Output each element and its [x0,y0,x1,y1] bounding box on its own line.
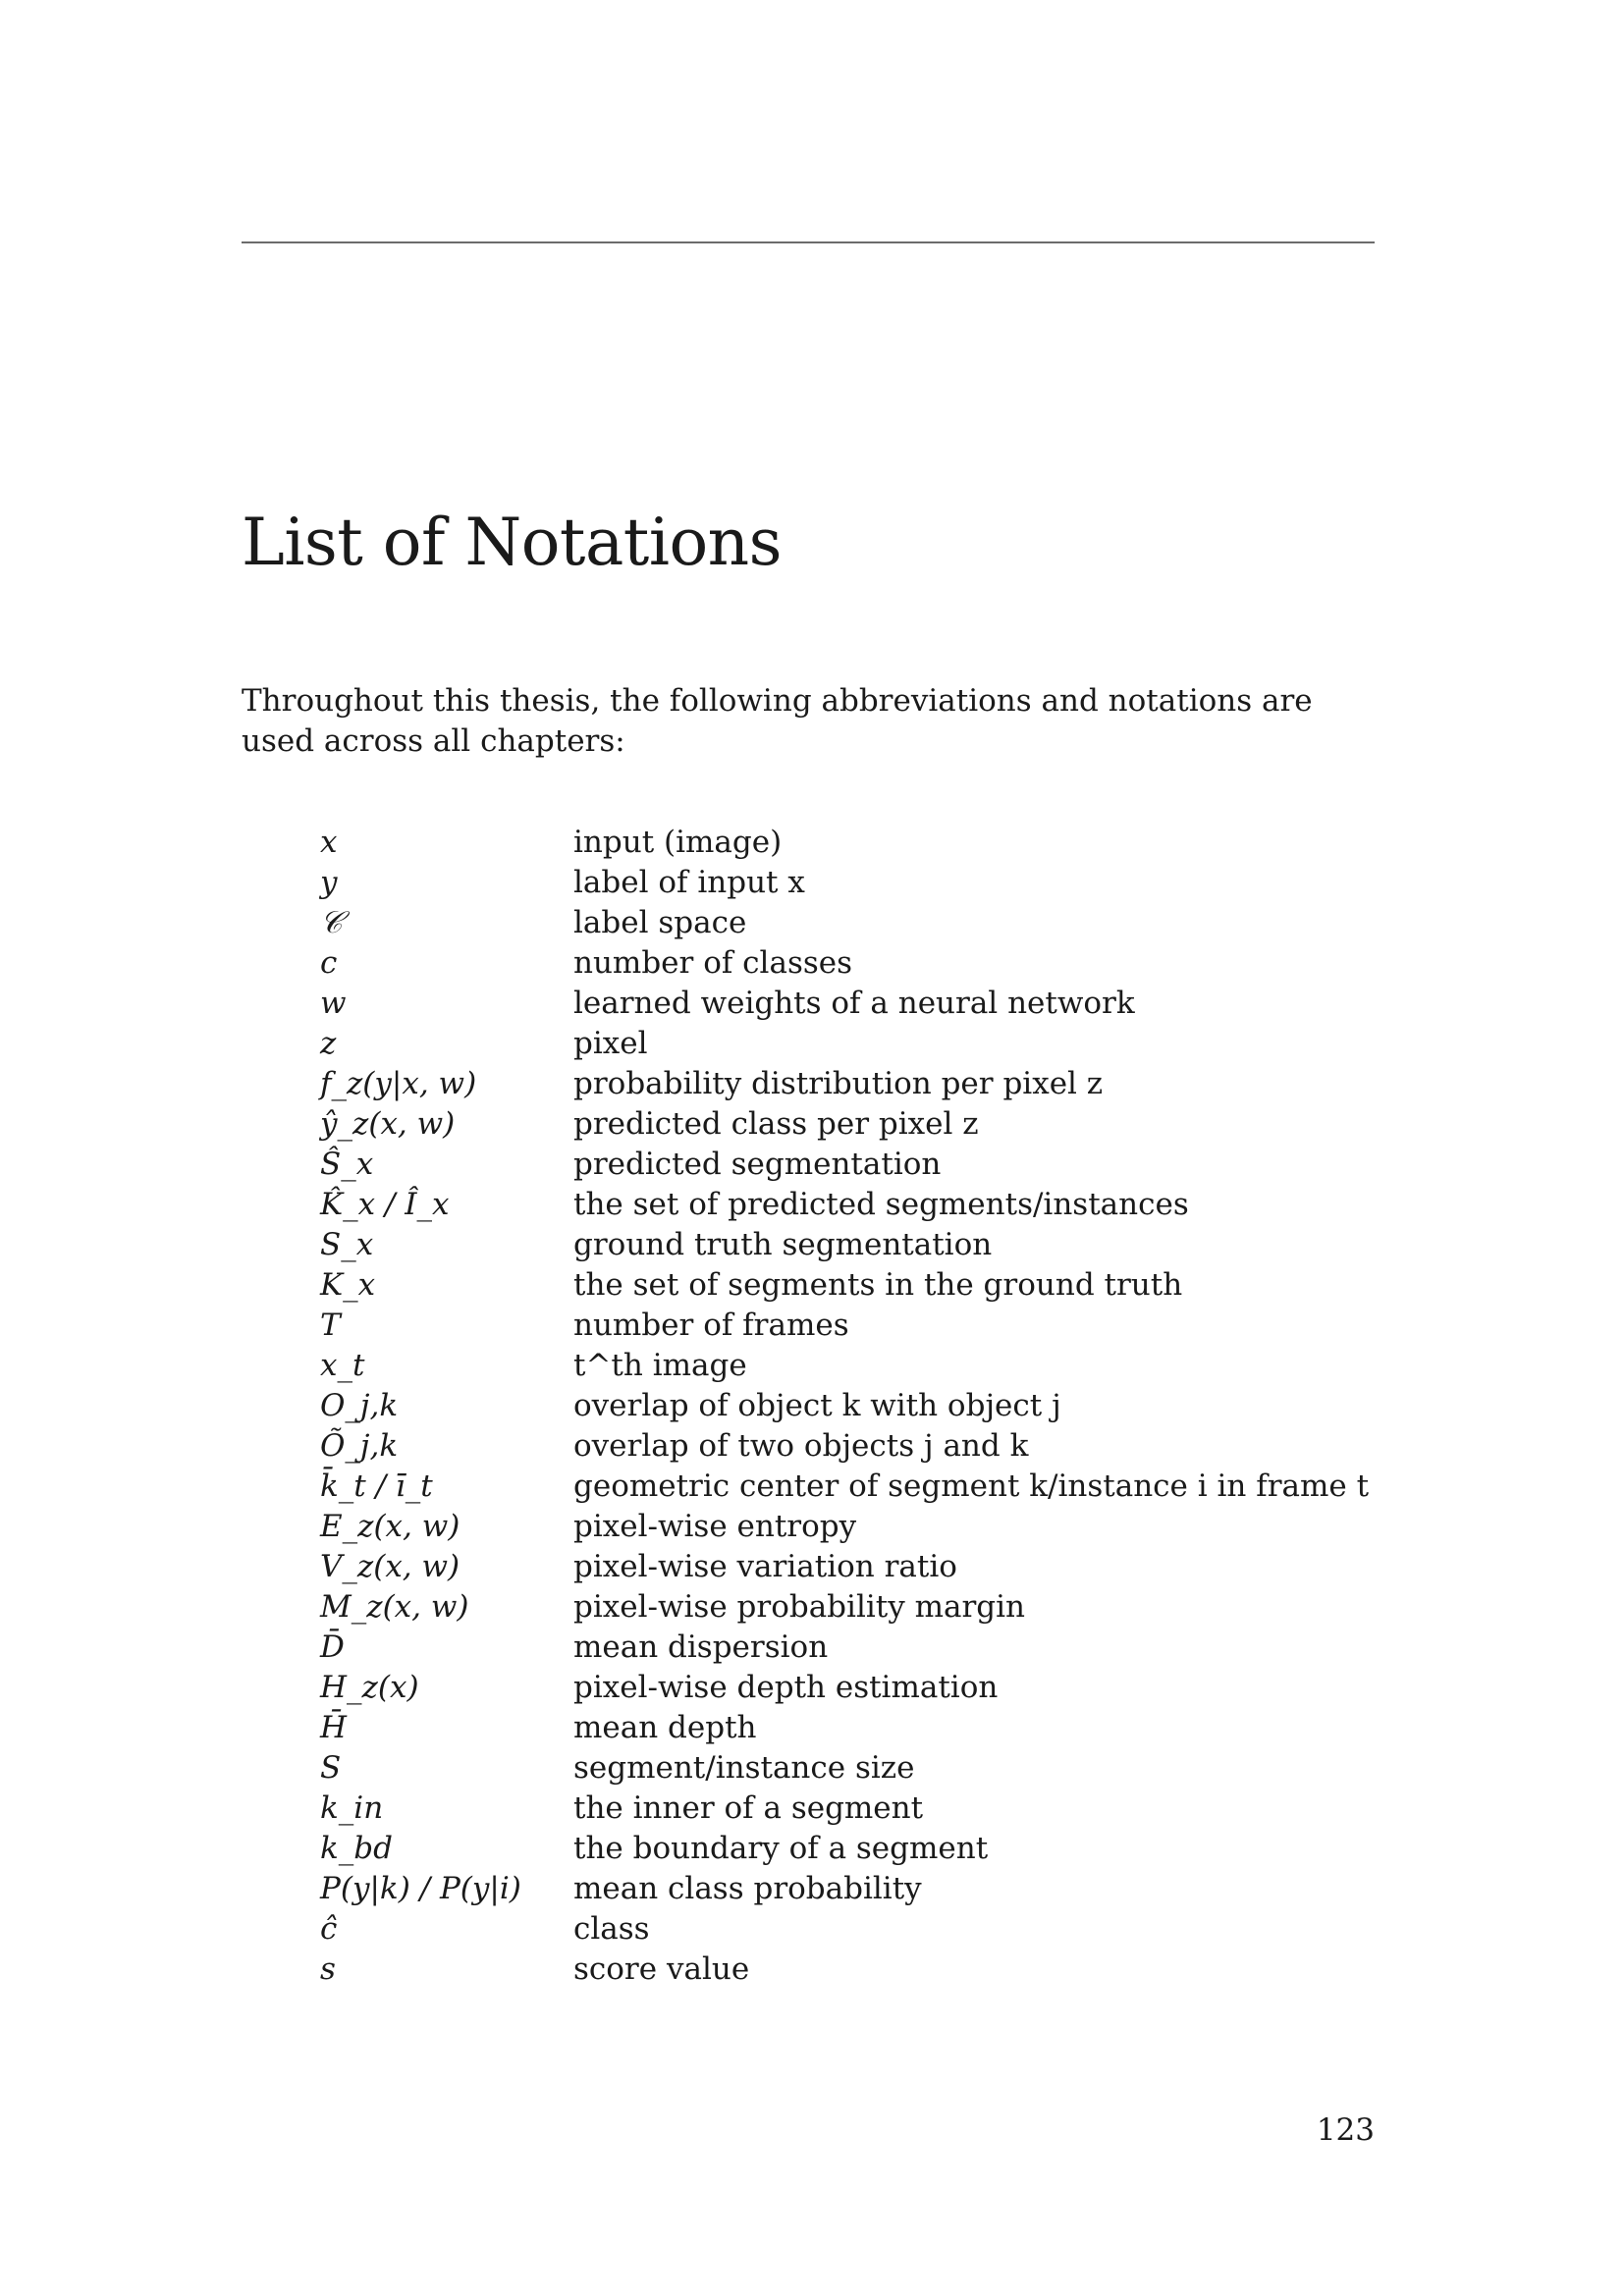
notation-row [320,1225,1375,1265]
notation-symbol: x [320,825,338,860]
notation-symbol: y [320,865,338,900]
notation-symbol: M_z(x, w) [320,1589,469,1625]
notation-row [320,1668,1375,1708]
notation-description: number of frames [573,1308,849,1343]
intro-paragraph: Throughout this thesis, the following abbreviations and notations are used across all chapters: [242,683,1313,759]
notation-symbol: H̄ [320,1710,348,1745]
notation-row [320,1064,1375,1104]
notation-symbol: k_in [320,1790,384,1826]
notation-description: overlap of object k with object j [573,1388,1061,1423]
notation-description: geometric center of segment k/instance i in frame t [573,1468,1370,1504]
notation-row [320,1265,1375,1306]
notation-symbol: 𝒞 [320,905,343,940]
notation-symbol: V_z(x, w) [320,1549,460,1584]
notation-row [320,823,1375,863]
notation-symbol: O_j,k [320,1388,399,1423]
notation-description: mean depth [573,1710,757,1745]
notation-row [320,1748,1375,1789]
notation-row [320,863,1375,903]
notation-symbol: x_t [320,1348,365,1383]
notation-row [320,1507,1375,1547]
notation-symbol: S [320,1750,342,1786]
page-title: List of Notations [242,505,783,580]
notation-row [320,1829,1375,1869]
notation-symbol: s [320,1951,336,1987]
notation-description: score value [573,1951,750,1987]
notation-description: number of classes [573,945,853,981]
notation-row [320,1306,1375,1346]
notation-symbol: k_bd [320,1831,393,1866]
notation-description: learned weights of a neural network [573,986,1135,1021]
notation-description: t^th image [573,1348,747,1383]
notation-description: label space [573,905,747,940]
notation-symbol: f_z(y|x, w) [320,1066,477,1101]
notation-symbol: H_z(x) [320,1670,419,1705]
notation-symbol: ŷ_z(x, w) [320,1106,456,1142]
notation-row [320,1789,1375,1829]
notation-symbol: K_x [320,1267,376,1303]
notation-symbol: c [320,945,338,981]
notation-description: pixel-wise entropy [573,1509,857,1544]
header-rule [242,241,1375,243]
notation-description: pixel-wise depth estimation [573,1670,999,1705]
notation-row [320,1145,1375,1185]
notation-symbol: E_z(x, w) [320,1509,460,1544]
notation-symbol: P(y|k) / P(y|i) [320,1871,521,1906]
notation-description: predicted class per pixel z [573,1106,979,1142]
notation-description: segment/instance size [573,1750,915,1786]
notation-row [320,1909,1375,1949]
notation-description: mean class probability [573,1871,922,1906]
notation-description: class [573,1911,650,1947]
notation-row [320,1386,1375,1426]
notation-row [320,1104,1375,1145]
notation-symbol: k̄_t / ī_t [320,1468,433,1504]
notation-description: pixel-wise probability margin [573,1589,1026,1625]
notation-list [320,823,1375,1990]
notation-description: mean dispersion [573,1629,829,1665]
notation-symbol: K̂_x / Î_x [320,1187,450,1222]
notation-row [320,943,1375,984]
notation-description: the set of predicted segments/instances [573,1187,1189,1222]
notation-row [320,1547,1375,1587]
notation-row [320,1346,1375,1386]
notation-row [320,1628,1375,1668]
notation-description: the boundary of a segment [573,1831,989,1866]
notation-symbol: T [320,1308,341,1343]
notation-row [320,1024,1375,1064]
notation-description: overlap of two objects j and k [573,1428,1029,1464]
notation-description: the set of segments in the ground truth [573,1267,1183,1303]
notation-description: predicted segmentation [573,1147,942,1182]
notation-row [320,1708,1375,1748]
notation-row [320,1426,1375,1467]
notation-row [320,984,1375,1024]
notation-description: ground truth segmentation [573,1227,993,1262]
notation-symbol: ĉ [320,1911,338,1947]
notation-symbol: w [320,986,347,1021]
notation-description: probability distribution per pixel z [573,1066,1104,1101]
notation-description: the inner of a segment [573,1790,924,1826]
notation-description: label of input x [573,865,805,900]
notation-symbol: Ŝ_x [320,1147,374,1182]
notation-symbol: z [320,1026,337,1061]
notation-row [320,903,1375,943]
notation-row [320,1185,1375,1225]
notation-symbol: Õ_j,k [320,1428,399,1464]
notation-description: pixel [573,1026,648,1061]
notation-description: pixel-wise variation ratio [573,1549,957,1584]
notation-row [320,1587,1375,1628]
page-number: 123 [1316,2112,1375,2148]
notation-row [320,1869,1375,1909]
notation-symbol: S_x [320,1227,374,1262]
notation-row [320,1467,1375,1507]
notation-row [320,1949,1375,1990]
notation-description: input (image) [573,825,783,860]
notation-symbol: D̄ [320,1629,345,1665]
